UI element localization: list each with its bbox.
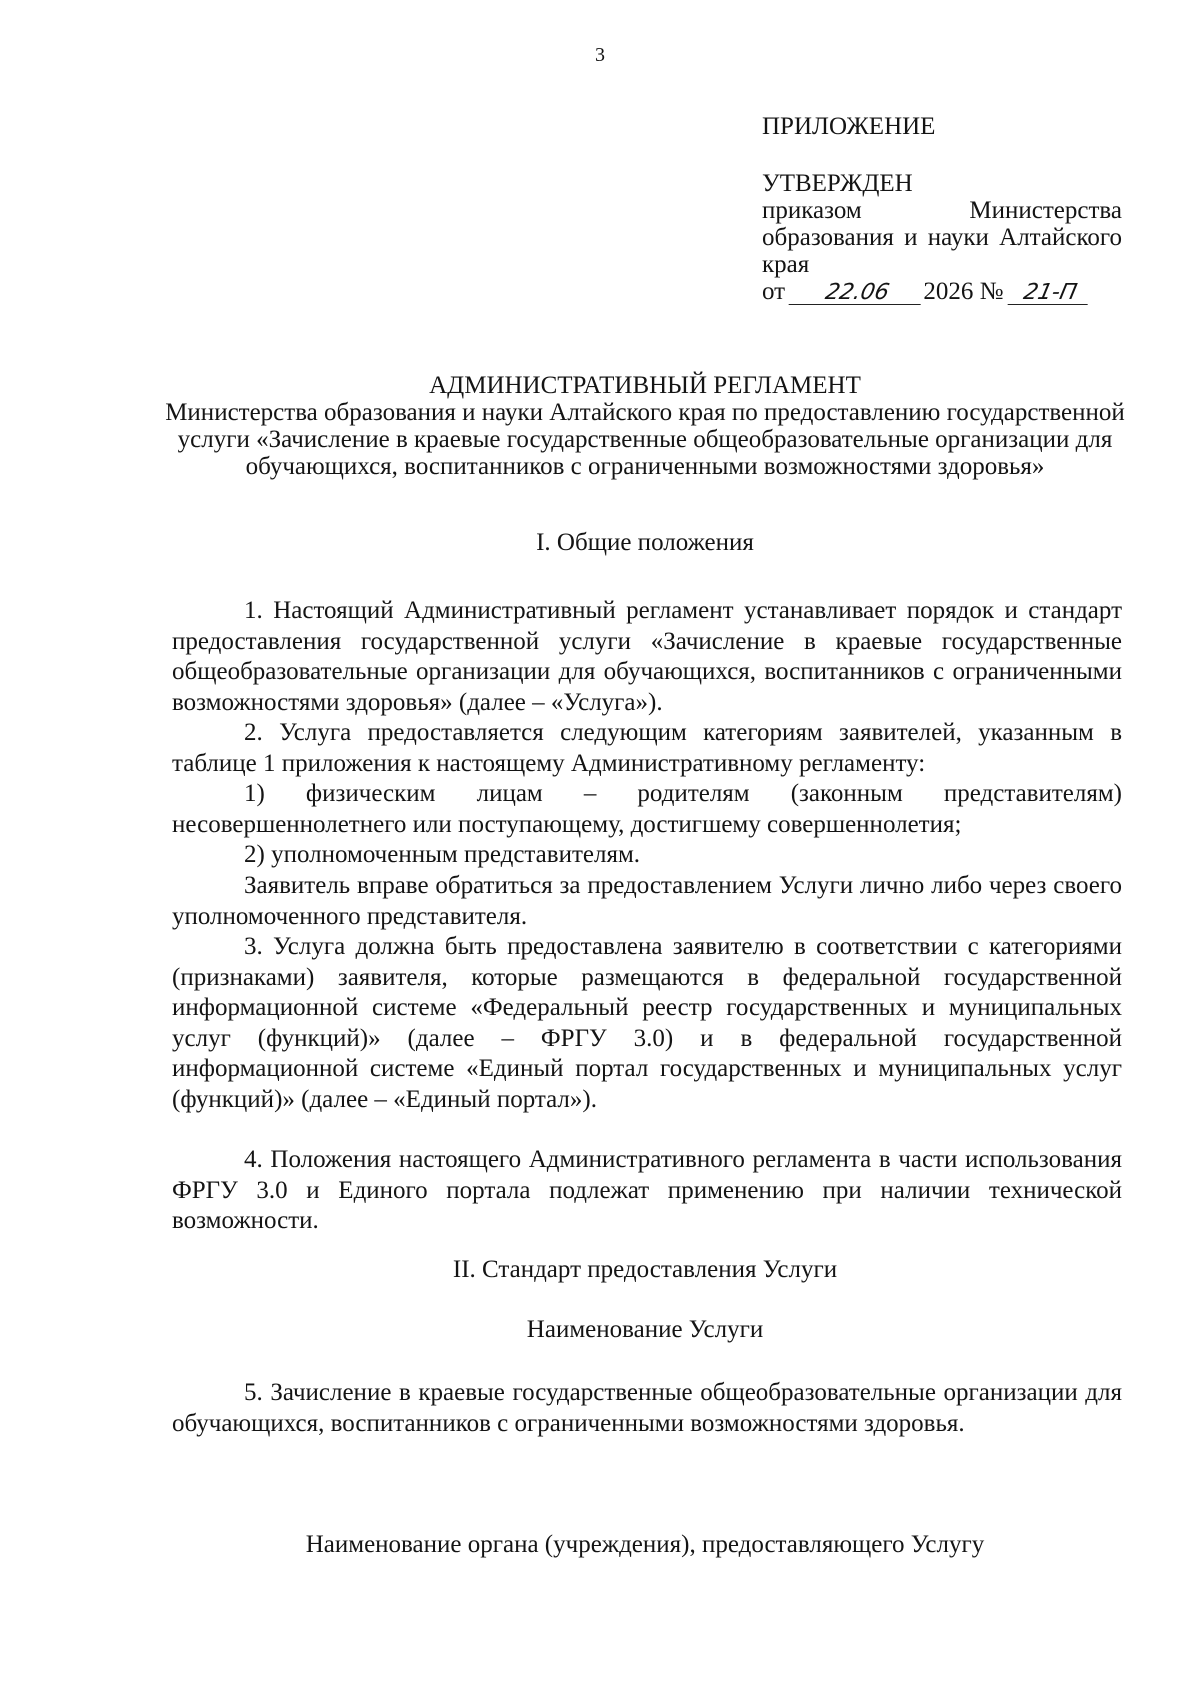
authority-heading: Наименование органа (учреждения), предоставляющего Услугу [305, 1531, 985, 1558]
paragraph-1: 1. Настоящий Административный регламент устанавливает порядок и стандарт предоставления государственной услуги «Зачисление в краевые государственные общеобразовательные организации для обучающихся, воспитанников с ограниченными возможностями здоровья» (далее – «Услуга»). [172, 597, 1122, 716]
handwritten-date: 22.06 [789, 282, 926, 305]
handwritten-order-number: 21-П [1007, 282, 1092, 305]
paragraph-5: 5. Зачисление в краевые государственные общеобразовательные организации для обучающихся, воспитанников с ограниченными возможностями здоровья. [172, 1379, 1122, 1437]
document-title [160, 372, 1130, 480]
paragraph-3: 3. Услуга должна быть предоставлена заявителю в соответствии с категориями (признаками) заявителя, которые размещаются в федеральной государственной информационной системе «Федеральный реестр государственных и муниципальных услуг (функций)» (далее – ФРГУ 3.0) и в федеральной государственной информационной системе «Единый портал государственных и муниципальных услуг (функций)» (далее – «Единый портал»). [172, 933, 1122, 1113]
title-subtitle: Министерства образования и науки Алтайского края по предоставлению государственной услуги «Зачисление в краевые государственные общеобразовательные организации для обучающихся, воспитанников с ограниченными возможностями здоровья» [165, 399, 1125, 480]
order-text: приказом Министерства образования и науки Алтайского края [762, 197, 1122, 278]
appendix-label: ПРИЛОЖЕНИЕ [762, 113, 936, 140]
paragraph-applicant: Заявитель вправе обратиться за предоставлением Услуги лично либо через своего уполномоченного представителя. [172, 872, 1122, 930]
title-main: АДМИНИСТРАТИВНЫЙ РЕГЛАМЕНТ [429, 372, 861, 399]
approval-block [762, 113, 1122, 305]
paragraph-2: 2. Услуга предоставляется следующим категориям заявителей, указанным в таблице 1 приложения к настоящему Административному регламенту: [172, 719, 1122, 777]
date-prefix: от [762, 278, 786, 305]
paragraph-2-item-1: 1) физическим лицам – родителям (законным представителям) несовершеннолетнего или поступающему, достигшему совершеннолетия; [172, 780, 1122, 838]
section-2-heading: II. Стандарт предоставления Услуги [452, 1256, 838, 1283]
paragraph-4: 4. Положения настоящего Административного регламента в части использования ФРГУ 3.0 и Единого портала подлежат применению при наличии технической возможности. [172, 1146, 1122, 1234]
order-year: 2026 № [923, 278, 1004, 305]
approved-label: УТВЕРЖДЕН [762, 170, 913, 197]
section-1-heading: I. Общие положения [536, 529, 754, 556]
service-name-heading: Наименование Услуги [526, 1316, 764, 1343]
page-number: 3 [595, 44, 605, 66]
paragraph-2-item-2: 2) уполномоченным представителям. [244, 841, 641, 868]
order-date-line [762, 278, 1122, 305]
